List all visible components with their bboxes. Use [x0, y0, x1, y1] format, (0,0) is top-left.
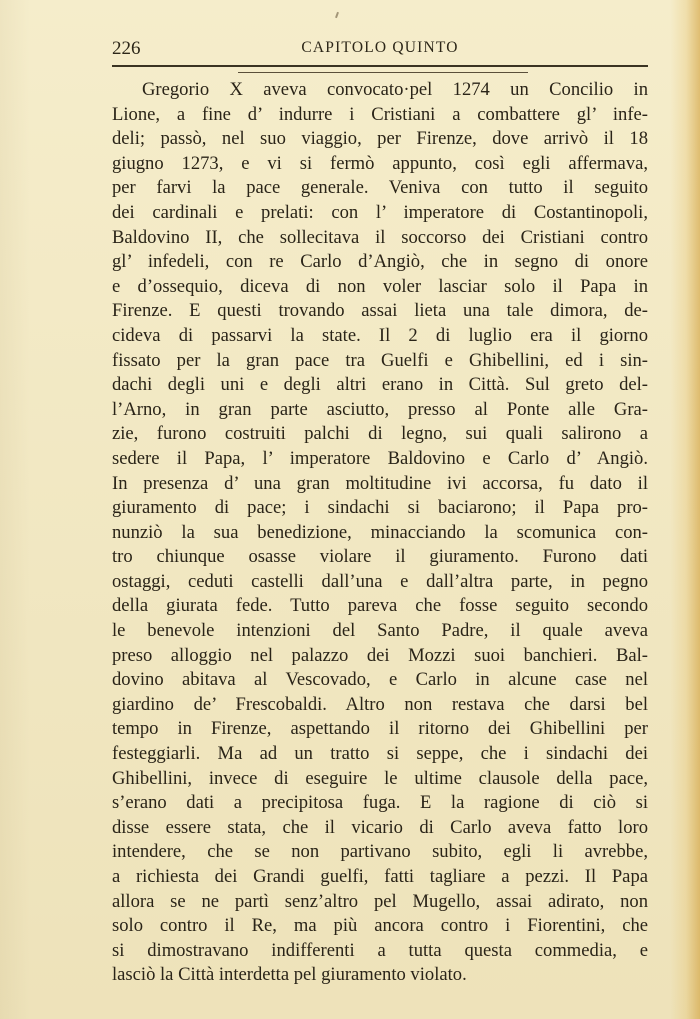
text-line: fissato per la gran pace tra Guelfi e Ghibellini, ed i sin- — [112, 349, 648, 371]
text-line: Ghibellini, invece di eseguire le ultime clausole della pace, — [112, 767, 648, 789]
text-line: nunziò la sua benedizione, minacciando la scomunica con- — [112, 521, 648, 543]
text-line: Baldovino II, che sollecitava il soccorso dei Cristiani contro — [112, 226, 648, 248]
text-line: gl’ infedeli, con re Carlo d’Angiò, che in segno di onore — [112, 251, 648, 273]
header-rule-thin — [238, 72, 528, 73]
text-line-last: lasciò la Città interdetta pel giuramento violato. — [112, 964, 467, 986]
text-line: e d’ossequio, diceva di non voler lasciar solo il Papa in — [112, 275, 648, 297]
text-line: zie, furono costruiti palchi di legno, sui quali salirono a — [112, 423, 648, 445]
text-line: si dimostravano indifferenti a tutta questa commedia, e — [112, 939, 648, 961]
text-line: solo contro il Re, ma più ancora contro i Fiorentini, che — [112, 915, 648, 937]
text-line: l’Arno, in gran parte asciutto, presso al Ponte alle Gra- — [112, 398, 648, 420]
text-line: dei cardinali e prelati: con l’ imperatore di Costantinopoli, — [112, 201, 648, 223]
text-line: disse essere stata, che il vicario di Carlo aveva fatto loro — [112, 816, 648, 838]
text-line: ostaggi, ceduti castelli dall’una e dall’altra parte, in pegno — [112, 570, 648, 592]
text-line: giardino de’ Frescobaldi. Altro non restava che darsi bel — [112, 693, 648, 715]
body-text — [112, 78, 648, 988]
text-line: intendere, che se non partivano subito, egli li avrebbe, — [112, 841, 648, 863]
text-line: In presenza d’ una gran moltitudine ivi accorsa, fu dato il — [112, 472, 648, 494]
text-line: allora se ne partì senz’altro pel Mugello, assai adirato, non — [112, 890, 648, 912]
text-line: Firenze. E questi trovando assai lieta una tale dimora, de- — [112, 300, 648, 322]
text-line: della giurata fede. Tutto pareva che fosse seguito secondo — [112, 595, 648, 617]
text-line: le benevole intenzioni del Santo Padre, il quale aveva — [112, 620, 648, 642]
text-line: sedere il Papa, l’ imperatore Baldovino e Carlo d’ Angiò. — [112, 447, 648, 469]
text-line: cideva di passarvi la state. Il 2 di luglio era il giorno — [112, 324, 648, 346]
text-line: Lione, a fine d’ indurre i Cristiani a combattere gl’ infe- — [112, 103, 648, 125]
text-line: dovino abitava al Vescovado, e Carlo in alcune case nel — [112, 669, 648, 691]
header-rule-thick — [112, 65, 648, 67]
text-line: s’erano dati a precipitosa fuga. E la ragione di ciò si — [112, 792, 648, 814]
text-line: dachi degli uni e degli altri erano in Città. Sul greto del- — [112, 374, 648, 396]
running-title: CAPITOLO QUINTO — [301, 39, 459, 56]
text-line: tro chiunque osasse violare il giuramento. Furono dati — [112, 546, 648, 568]
page-number: 226 — [112, 38, 141, 59]
ink-speck — [335, 12, 339, 18]
text-line: giuramento di pace; i sindachi si baciarono; il Papa pro- — [112, 497, 648, 519]
text-line: festeggiarli. Ma ad un tratto si seppe, che i sindachi dei — [112, 743, 648, 765]
text-line: deli; passò, nel suo viaggio, per Firenze, dove arrivò il 18 — [112, 128, 648, 150]
text-line: Gregorio X aveva convocato·pel 1274 un Concilio in — [142, 79, 648, 100]
text-line: preso alloggio nel palazzo dei Mozzi suoi banchieri. Bal- — [112, 644, 648, 666]
text-line: a richiesta dei Grandi guelfi, fatti tagliare a pezzi. Il Papa — [112, 866, 648, 887]
page-header — [112, 38, 648, 60]
text-line: tempo in Firenze, aspettando il ritorno dei Ghibellini per — [112, 718, 648, 740]
text-line: giugno 1273, e vi si fermò appunto, così egli affermava, — [112, 152, 648, 174]
text-line: per farvi la pace generale. Veniva con tutto il seguito — [112, 177, 648, 199]
